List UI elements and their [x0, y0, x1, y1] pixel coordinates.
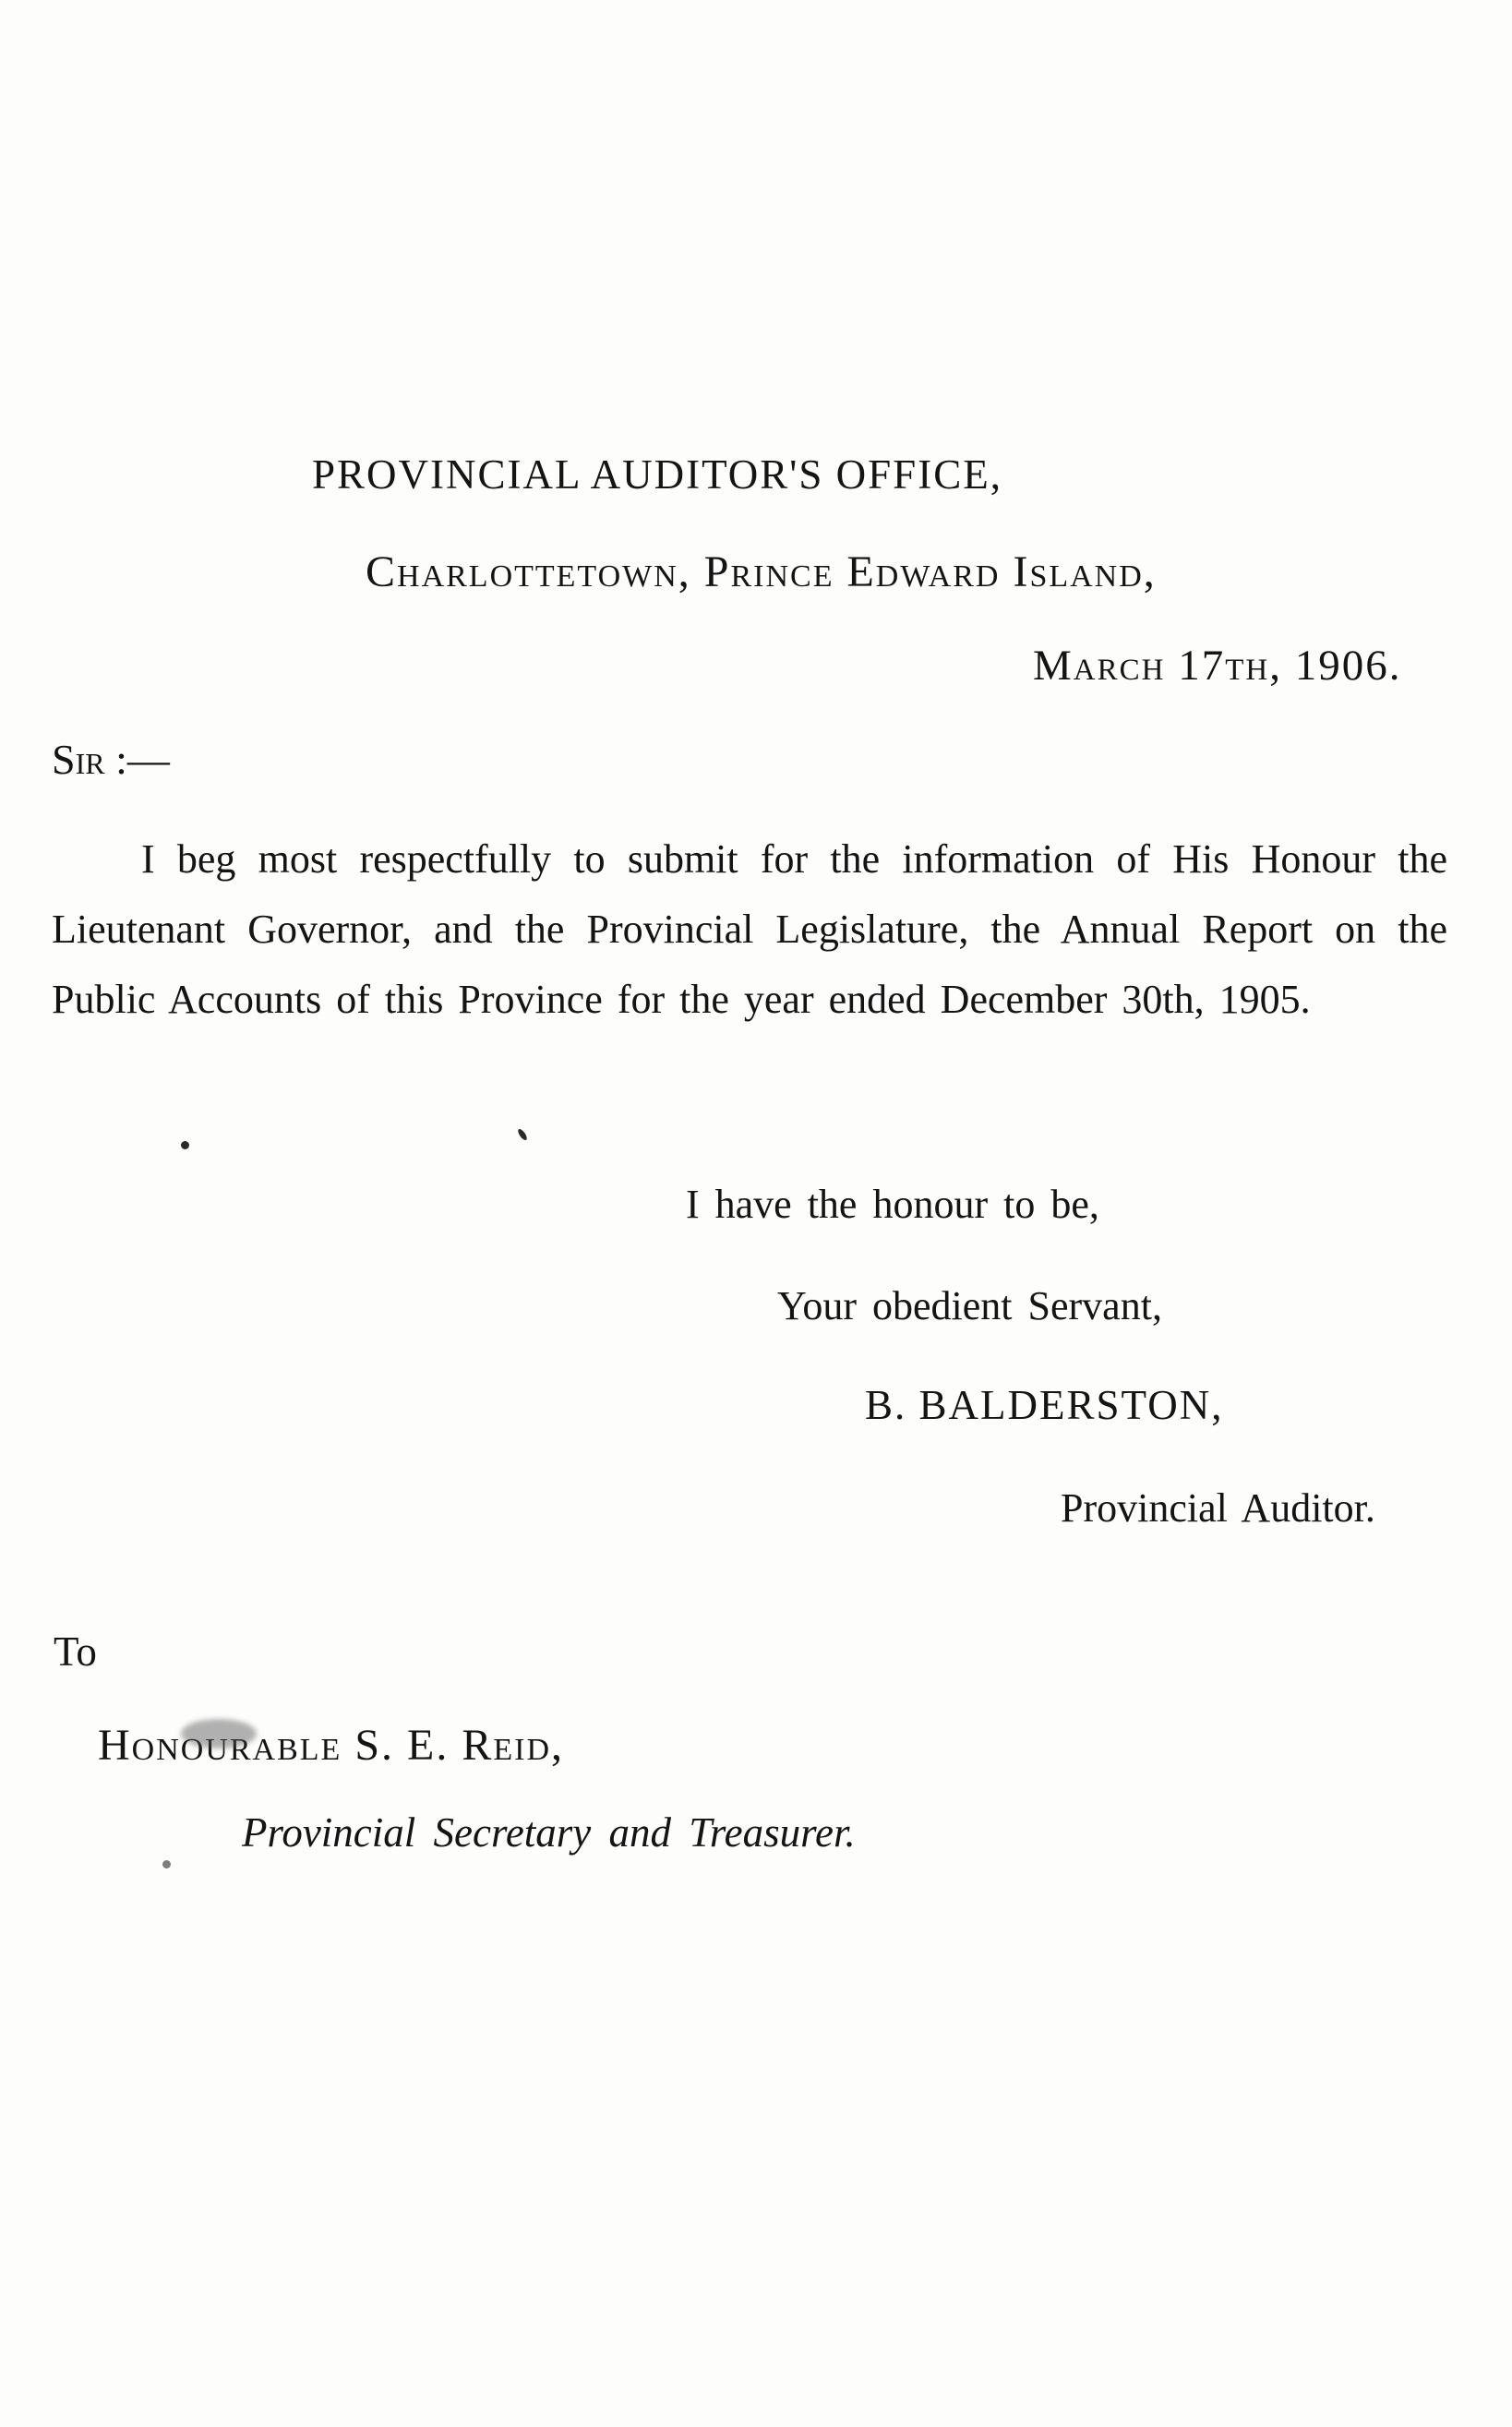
office-location: Charlottetown, Prince Edward Island, — [366, 547, 1157, 596]
letter-date: March 17th, 1906. — [1033, 642, 1402, 690]
addressee-title: Provincial Secretary and Treasurer. — [242, 1809, 856, 1856]
closing-line: I have the honour to be, — [686, 1182, 1099, 1227]
salutation: Sir :— — [52, 736, 170, 783]
addressee-to: To — [54, 1628, 97, 1675]
complimentary-close: Your obedient Servant, — [777, 1283, 1162, 1328]
scan-speck — [181, 1141, 189, 1149]
signature-title: Provincial Auditor. — [1061, 1485, 1375, 1531]
letter-body: I beg most respectfully to submit for the information of His Honour the Lieutenant Governor, and the Provincial Legislature, the Annual Report on the Public Accounts of this Province for the year ended December 30th, 1905. — [52, 836, 1447, 1022]
office-heading: PROVINCIAL AUDITOR'S OFFICE, — [312, 451, 1002, 498]
signature-name: B. BALDERSTON, — [865, 1382, 1224, 1428]
scan-speck — [517, 1128, 529, 1142]
addressee-name: Honourable S. E. Reid, — [98, 1721, 565, 1770]
ink-smudge — [181, 1719, 257, 1748]
scan-speck — [162, 1860, 171, 1868]
